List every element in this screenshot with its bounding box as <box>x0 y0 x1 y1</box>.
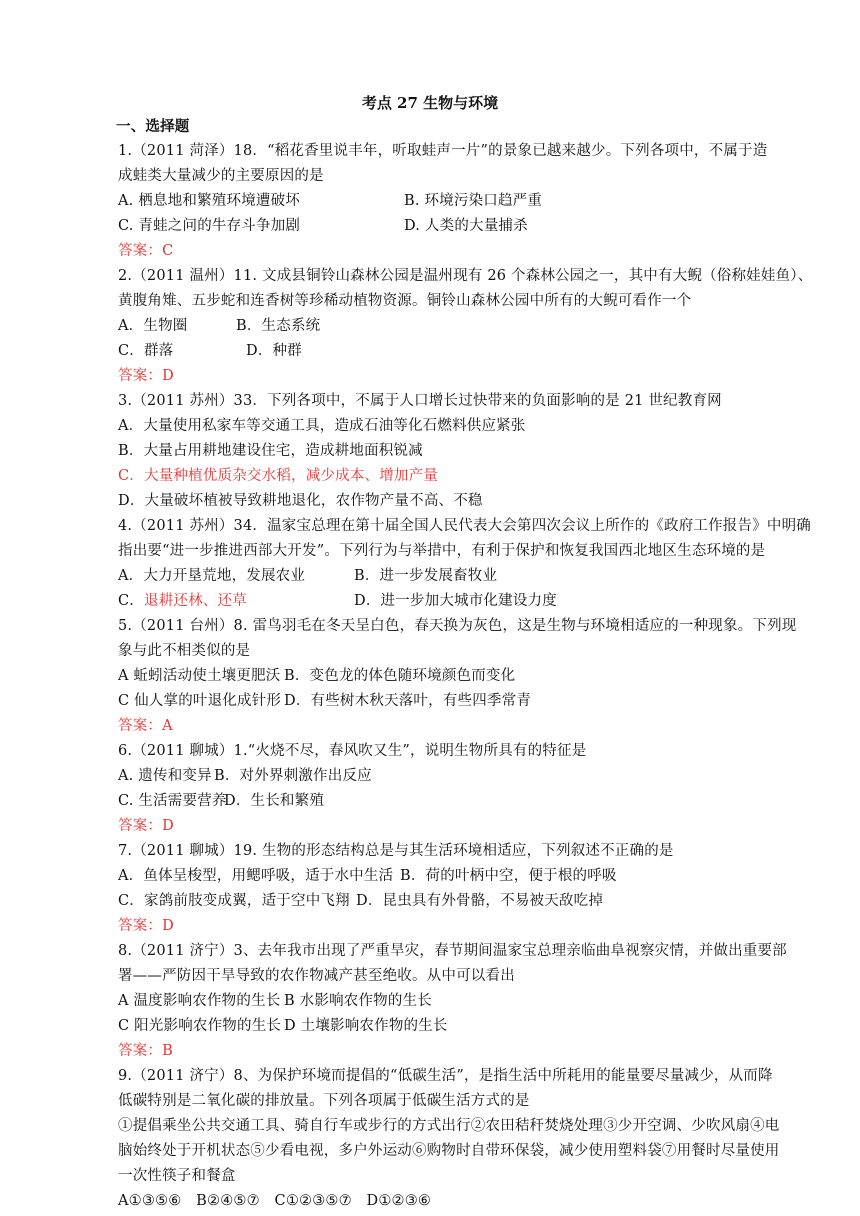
question-text: 5.（2011 台州）8. 雷鸟羽毛在冬天呈白色，春天换为灰色，这是生物与环境相适应的一种现象。下列现 <box>118 618 797 634</box>
question-text: 脑始终处于开机状态⑤少看电视，多户外运动⑥购物时自带环保袋，减少使用塑料袋⑦用餐时尽量使用 <box>118 1143 780 1159</box>
question-6 <box>118 739 778 839</box>
option-d: D．有些树木秋天落叶，有些四季常青 <box>284 693 532 709</box>
document-body <box>116 114 813 1214</box>
question-text: 1.（2011 菏泽）18．“稻花香里说丰年，听取蛙声一片”的景象已越来越少。下列各项中，不属于造 <box>118 143 768 159</box>
option-a: A．鱼体呈梭型，用鳃呼吸，适于水中生活 <box>118 868 394 884</box>
option-a: A．大量使用私家车等交通工具，造成石油等化石燃料供应紧张 <box>118 418 526 434</box>
option-a: A 温度影响农作物的生长 <box>118 993 281 1009</box>
question-text: 9.（2011 济宁）8、为保护环境而提倡的“低碳生活”，是指生活中所耗用的能量要尽量减少，从而降 <box>118 1068 773 1084</box>
question-text: 3.（2011 苏州）33．下列各项中，不属于人口增长过快带来的负面影响的是 21 世纪教育网 <box>118 393 722 409</box>
answer: 答案：D <box>118 918 174 934</box>
answer: 答案：D <box>118 818 174 834</box>
question-7 <box>118 839 778 939</box>
question-text: 6.（2011 聊城）1.“火烧不尽，春风吹又生”，说明生物所具有的特征是 <box>118 743 587 759</box>
answer: 答案：D <box>118 368 174 384</box>
question-text: ①提倡乘坐公共交通工具、骑自行车或步行的方式出行②农田秸秆焚烧处理③少开空调、少吹风扇④电 <box>118 1118 780 1134</box>
question-9 <box>118 1064 778 1214</box>
question-5 <box>118 614 797 739</box>
question-8 <box>118 939 787 1064</box>
question-text: 8.（2011 济宁）3、去年我市出现了严重旱灾，春节期间温家宝总理亲临曲阜视察灾情，并做出重要部 <box>118 943 787 959</box>
option-row <box>118 864 778 889</box>
question-1 <box>118 139 778 264</box>
option-row <box>118 689 778 714</box>
option-d: D．生长和繁殖 <box>224 793 325 809</box>
option-row <box>118 339 778 364</box>
option-c: C 仙人掌的叶退化成针形 <box>118 693 282 709</box>
option-row <box>118 889 778 914</box>
question-text: 署——严防因干旱导致的农作物减产甚至绝收。从中可以看出 <box>118 968 515 984</box>
page-title: 考点 27 生物与环境 <box>361 94 499 112</box>
question-text: 7.（2011 聊城）19. 生物的形态结构总是与其生活环境相适应，下列叙述不正确的是 <box>118 843 674 859</box>
question-4 <box>118 514 811 614</box>
option-d: D. 人类的大量捕杀 <box>404 218 528 234</box>
option-row <box>118 1014 778 1039</box>
question-text: 4.（2011 苏州）34．温家宝总理在第十届全国人民代表大会第四次会议上所作的《政府工作报告》中明确 <box>118 518 811 534</box>
option-b: B．生态系统 <box>236 318 321 334</box>
option-b: B．对外界刺激作出反应 <box>214 768 372 784</box>
question-text: 指出要“进一步推进西部大开发”。下列行为与举措中，有利于保护和恢复我国西北地区生态环境的是 <box>118 543 766 559</box>
question-text: 成蛙类大量减少的主要原因的是 <box>118 168 324 184</box>
option-d: D．大量破坏植被导致耕地退化，农作物产量不高、不稳 <box>118 493 483 509</box>
option-b: B．大量占用耕地建设住宅，造成耕地面积锐减 <box>118 443 423 459</box>
option-a: A．大力开垦荒地，发展农业 <box>118 568 306 584</box>
option-c-answer: C．大量种植优质杂交水稻，减少成本、增加产量 <box>118 468 438 484</box>
option-d: D．进一步加大城市化建设力度 <box>354 593 557 609</box>
option-row <box>118 764 778 789</box>
option-row <box>118 189 778 214</box>
answer: 答案：B <box>118 1043 173 1059</box>
option-c: C. 青蛙之问的牛存斗争加剧 <box>118 218 301 234</box>
option-d: D．种群 <box>246 343 302 359</box>
option-d: D 土壤影响农作物的生长 <box>284 1018 448 1034</box>
option-b: B 水影响农作物的生长 <box>284 993 432 1009</box>
option-c: C．群落 <box>118 343 174 359</box>
option-d: D．昆虫具有外骨骼，不易被天敌吃掉 <box>356 893 604 909</box>
option-row <box>118 314 778 339</box>
option-a: A. 栖息地和繁殖环境遭破坏 <box>118 193 300 209</box>
option-c: C 阳光影响农作物的生长 <box>118 1018 282 1034</box>
option-c: C. 生活需要营养 <box>118 793 227 809</box>
option-row <box>118 564 778 589</box>
options-line: A①③⑤⑥ B②④⑤⑦ C①②③⑤⑦ D①②③⑥ <box>118 1193 432 1209</box>
option-b: B．进一步发展畜牧业 <box>354 568 498 584</box>
section-heading: 一、选择题 <box>116 118 190 135</box>
option-b: B．荷的叶柄中空，便于根的呼吸 <box>400 868 617 884</box>
option-a: A. 遗传和变异 <box>118 768 212 784</box>
option-row <box>118 589 778 614</box>
question-3 <box>118 389 778 514</box>
option-row <box>118 789 778 814</box>
option-row <box>118 664 778 689</box>
answer: 答案：A <box>118 718 173 734</box>
option-c: C．家鸽前肢变成翼，适于空中飞翔 <box>118 893 350 909</box>
answer: 答案：C <box>118 243 174 259</box>
question-text: 2.（2011 温州）11. 文成县铜铃山森林公园是温州现有 26 个森林公园之一，其中有大鲵（俗称娃娃鱼）、 <box>118 268 813 284</box>
option-row <box>118 214 778 239</box>
option-a: A 蚯蚓活动使土壤更肥沃 <box>118 668 281 684</box>
option-c-answer: 退耕还林、还草 <box>144 593 247 609</box>
question-text: 一次性筷子和餐盒 <box>118 1168 236 1184</box>
question-text: 象与此不相类似的是 <box>118 643 251 659</box>
option-c-cell <box>118 589 354 614</box>
question-text: 低碳特别是二氧化碳的排放量。下列各项属于低碳生活方式的是 <box>118 1093 530 1109</box>
question-2 <box>118 264 813 389</box>
option-a: A．生物圈 <box>118 318 188 334</box>
option-b: B. 环境污染口趋严重 <box>404 193 543 209</box>
question-text: 黄腹角雉、五步蛇和连香树等珍稀动植物资源。铜铃山森林公园中所有的大鲵可看作一个 <box>118 293 692 309</box>
option-row <box>118 989 778 1014</box>
option-b: B．变色龙的体色随环境颜色而变化 <box>284 668 516 684</box>
option-c-label: C． <box>118 593 144 609</box>
